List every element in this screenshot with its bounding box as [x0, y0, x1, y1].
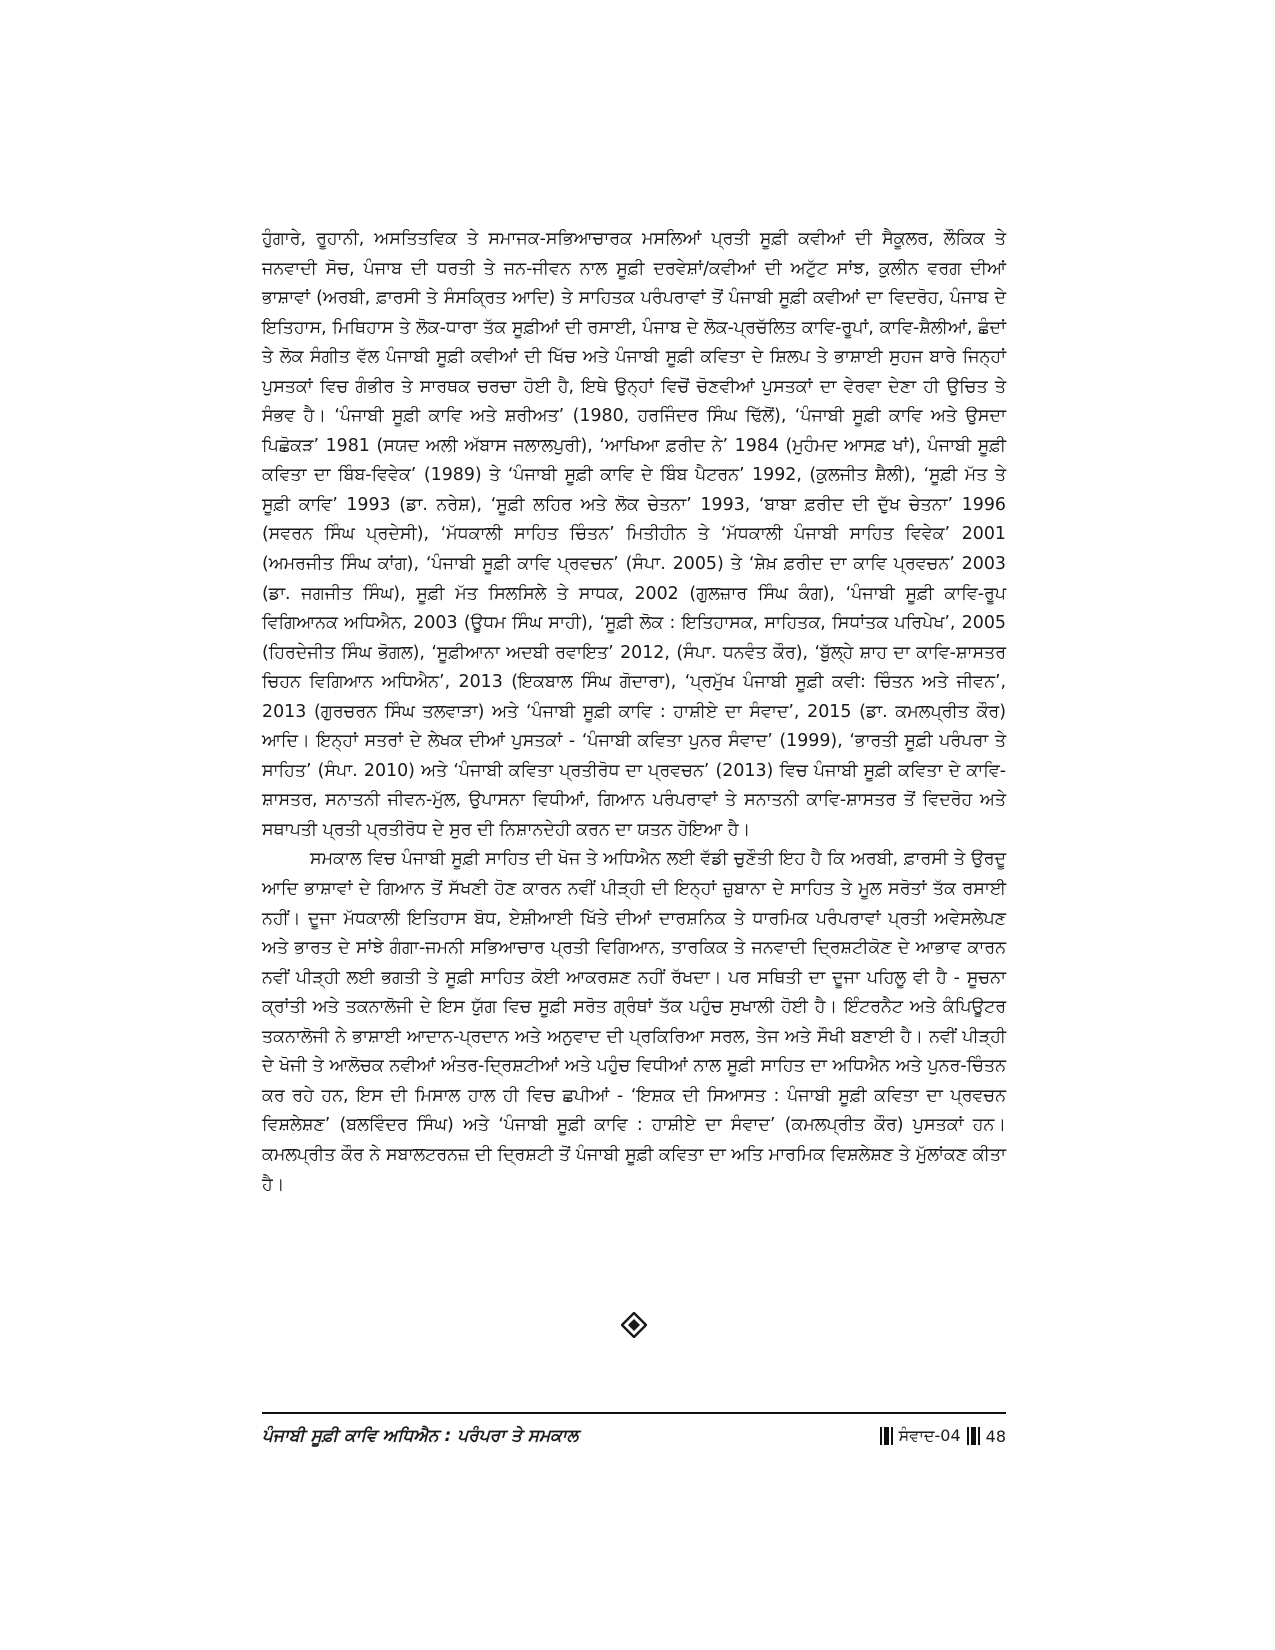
bars-icon: [967, 1427, 980, 1445]
footer-rule: [262, 1412, 1006, 1414]
footer-issue-page: [880, 1426, 1006, 1446]
body-text: [262, 225, 1006, 1200]
page-number: 48: [985, 1426, 1006, 1446]
paragraph-2: ਸਮਕਾਲ ਵਿਚ ਪੰਜਾਬੀ ਸੂਫ਼ੀ ਸਾਹਿਤ ਦੀ ਖੋਜ ਤੇ ਅਧਿਐਨ ਲਈ ਵੱਡੀ ਚੁਣੌਤੀ ਇਹ ਹੈ ਕਿ ਅਰਬੀ, ਫ਼ਾਰਸੀ ਤੇ ਉਰਦੂ ਆਦਿ ਭਾਸ਼ਾਵਾਂ ਦੇ ਗਿਆਨ ਤੋਂ ਸੱਖਣੀ ਹੋਣ ਕਾਰਨ ਨਵੀਂ ਪੀੜ੍ਹੀ ਦੀ ਇਨ੍ਹਾਂ ਜ਼ੁਬਾਨਾ ਦੇ ਸਾਹਿਤ ਤੇ ਮੂਲ ਸਰੋਤਾਂ ਤੱਕ ਰਸਾਈ ਨਹੀਂ। ਦੂਜਾ ਮੱਧਕਾਲੀ ਇਤਿਹਾਸ ਬੋਧ, ਏਸ਼ੀਆਈ ਖਿੱਤੇ ਦੀਆਂ ਦਾਰਸ਼ਨਿਕ ਤੇ ਧਾਰਮਿਕ ਪਰੰਪਰਾਵਾਂ ਪ੍ਰਤੀ ਅਵੇਸਲੇਪਣ ਅਤੇ ਭਾਰਤ ਦੇ ਸਾਂਝੇ ਗੰਗਾ-ਜਮਨੀ ਸਭਿਆਚਾਰ ਪ੍ਰਤੀ ਵਿਗਿਆਨ, ਤਾਰਕਿਕ ਤੇ ਜਨਵਾਦੀ ਦ੍ਰਿਸ਼ਟੀਕੋਣ ਦੇ ਆਭਾਵ ਕਾਰਨ ਨਵੀਂ ਪੀੜ੍ਹੀ ਲਈ ਭਗਤੀ ਤੇ ਸੂਫ਼ੀ ਸਾਹਿਤ ਕੋਈ ਆਕਰਸ਼ਣ ਨਹੀਂ ਰੱਖਦਾ। ਪਰ ਸਥਿਤੀ ਦਾ ਦੂਜਾ ਪਹਿਲੂ ਵੀ ਹੈ - ਸੂਚਨਾ ਕ੍ਰਾਂਤੀ ਅਤੇ ਤਕਨਾਲੋਜੀ ਦੇ ਇਸ ਯੁੱਗ ਵਿਚ ਸੂਫ਼ੀ ਸਰੋਤ ਗ੍ਰੰਥਾਂ ਤੱਕ ਪਹੁੰਚ ਸੁਖਾਲੀ ਹੋਈ ਹੈ। ਇੰਟਰਨੈਟ ਅਤੇ ਕੰਪਿਊਟਰ ਤਕਨਾਲੋਜੀ ਨੇ ਭਾਸ਼ਾਈ ਆਦਾਨ-ਪ੍ਰਦਾਨ ਅਤੇ ਅਨੁਵਾਦ ਦੀ ਪ੍ਰਕਿਰਿਆ ਸਰਲ, ਤੇਜ ਅਤੇ ਸੌਖੀ ਬਣਾਈ ਹੈ। ਨਵੀਂ ਪੀੜ੍ਹੀ ਦੇ ਖੋਜੀ ਤੇ ਆਲੋਚਕ ਨਵੀਆਂ ਅੰਤਰ-ਦ੍ਰਿਸ਼ਟੀਆਂ ਅਤੇ ਪਹੁੰਚ ਵਿਧੀਆਂ ਨਾਲ ਸੂਫ਼ੀ ਸਾਹਿਤ ਦਾ ਅਧਿਐਨ ਅਤੇ ਪੁਨਰ-ਚਿੰਤਨ ਕਰ ਰਹੇ ਹਨ, ਇਸ ਦੀ ਮਿਸਾਲ ਹਾਲ ਹੀ ਵਿਚ ਛਪੀਆਂ - ‘ਇਸ਼ਕ ਦੀ ਸਿਆਸਤ : ਪੰਜਾਬੀ ਸੂਫ਼ੀ ਕਵਿਤਾ ਦਾ ਪ੍ਰਵਚਨ ਵਿਸ਼ਲੇਸ਼ਣ’ (ਬਲਵਿੰਦਰ ਸਿੰਘ) ਅਤੇ ‘ਪੰਜਾਬੀ ਸੂਫ਼ੀ ਕਾਵਿ : ਹਾਸ਼ੀਏ ਦਾ ਸੰਵਾਦ’ (ਕਮਲਪ੍ਰੀਤ ਕੌਰ) ਪੁਸਤਕਾਂ ਹਨ। ਕਮਲਪ੍ਰੀਤ ਕੌਰ ਨੇ ਸਬਾਲਟਰਨਜ਼ ਦੀ ਦ੍ਰਿਸ਼ਟੀ ਤੋਂ ਪੰਜਾਬੀ ਸੂਫ਼ੀ ਕਵਿਤਾ ਦਾ ਅਤਿ ਮਾਰਮਿਕ ਵਿਸ਼ਲੇਸ਼ਣ ਤੇ ਮੁੱਲਾਂਕਣ ਕੀਤਾ ਹੈ।: [262, 849, 1006, 1195]
paragraph-1: ਹੁੰਗਾਰੇ, ਰੂਹਾਨੀ, ਅਸਤਿਤਵਿਕ ਤੇ ਸਮਾਜਕ-ਸਭਿਆਚਾਰਕ ਮਸਲਿਆਂ ਪ੍ਰਤੀ ਸੂਫ਼ੀ ਕਵੀਆਂ ਦੀ ਸੈਕੂਲਰ, ਲੌਕਿਕ ਤੇ ਜਨਵਾਦੀ ਸੋਚ, ਪੰਜਾਬ ਦੀ ਧਰਤੀ ਤੇ ਜਨ-ਜੀਵਨ ਨਾਲ ਸੂਫ਼ੀ ਦਰਵੇਸ਼ਾਂ/ਕਵੀਆਂ ਦੀ ਅਟੁੱਟ ਸਾਂਝ, ਕੁਲੀਨ ਵਰਗ ਦੀਆਂ ਭਾਸ਼ਾਵਾਂ (ਅਰਬੀ, ਫ਼ਾਰਸੀ ਤੇ ਸੰਸਕ੍ਰਿਤ ਆਦਿ) ਤੇ ਸਾਹਿਤਕ ਪਰੰਪਰਾਵਾਂ ਤੋਂ ਪੰਜਾਬੀ ਸੂਫ਼ੀ ਕਵੀਆਂ ਦਾ ਵਿਦਰੋਹ, ਪੰਜਾਬ ਦੇ ਇਤਿਹਾਸ, ਮਿਥਿਹਾਸ ਤੇ ਲੋਕ-ਧਾਰਾ ਤੱਕ ਸੂਫ਼ੀਆਂ ਦੀ ਰਸਾਈ, ਪੰਜਾਬ ਦੇ ਲੋਕ-ਪ੍ਰਚੱਲਿਤ ਕਾਵਿ-ਰੂਪਾਂ, ਕਾਵਿ-ਸ਼ੈਲੀਆਂ, ਛੰਦਾਂ ਤੇ ਲੋਕ ਸੰਗੀਤ ਵੱਲ ਪੰਜਾਬੀ ਸੂਫ਼ੀ ਕਵੀਆਂ ਦੀ ਖਿੱਚ ਅਤੇ ਪੰਜਾਬੀ ਸੂਫ਼ੀ ਕਵਿਤਾ ਦੇ ਸ਼ਿਲਪ ਤੇ ਭਾਸ਼ਾਈ ਸੁਹਜ ਬਾਰੇ ਜਿਨ੍ਹਾਂ ਪੁਸਤਕਾਂ ਵਿਚ ਗੰਭੀਰ ਤੇ ਸਾਰਥਕ ਚਰਚਾ ਹੋਈ ਹੈ, ਇਥੇ ਉਨ੍ਹਾਂ ਵਿਚੋਂ ਚੋਣਵੀਆਂ ਪੁਸਤਕਾਂ ਦਾ ਵੇਰਵਾ ਦੇਣਾ ਹੀ ਉਚਿਤ ਤੇ ਸੰਭਵ ਹੈ। ‘ਪੰਜਾਬੀ ਸੂਫ਼ੀ ਕਾਵਿ ਅਤੇ ਸ਼ਰੀਅਤ’ (1980, ਹਰਜਿੰਦਰ ਸਿੰਘ ਢਿੱਲੋਂ), ‘ਪੰਜਾਬੀ ਸੂਫ਼ੀ ਕਾਵਿ ਅਤੇ ਉਸਦਾ ਪਿਛੋਕੜ’ 1981 (ਸਯਦ ਅਲੀ ਅੱਬਾਸ ਜਲਾਲਪੁਰੀ), ‘ਆਖਿਆ ਫ਼ਰੀਦ ਨੇ’ 1984 (ਮੁਹੰਮਦ ਆਸਫ਼ ਖਾਂ), ਪੰਜਾਬੀ ਸੂਫ਼ੀ ਕਵਿਤਾ ਦਾ ਬਿੰਬ-ਵਿਵੇਕ’ (1989) ਤੇ ‘ਪੰਜਾਬੀ ਸੂਫ਼ੀ ਕਾਵਿ ਦੇ ਬਿੰਬ ਪੈਟਰਨ’ 1992, (ਕੁਲਜੀਤ ਸ਼ੈਲੀ), ‘ਸੂਫ਼ੀ ਮੱਤ ਤੇ ਸੂਫ਼ੀ ਕਾਵਿ’ 1993 (ਡਾ. ਨਰੇਸ਼), ‘ਸੂਫ਼ੀ ਲਹਿਰ ਅਤੇ ਲੋਕ ਚੇਤਨਾ’ 1993, ‘ਬਾਬਾ ਫ਼ਰੀਦ ਦੀ ਦੁੱਖ ਚੇਤਨਾ’ 1996 (ਸਵਰਨ ਸਿੰਘ ਪ੍ਰਦੇਸੀ), ‘ਮੱਧਕਾਲੀ ਸਾਹਿਤ ਚਿੰਤਨ’ ਮਿਤੀਹੀਨ ਤੇ ‘ਮੱਧਕਾਲੀ ਪੰਜਾਬੀ ਸਾਹਿਤ ਵਿਵੇਕ’ 2001 (ਅਮਰਜੀਤ ਸਿੰਘ ਕਾਂਗ), ‘ਪੰਜਾਬੀ ਸੂਫ਼ੀ ਕਾਵਿ ਪ੍ਰਵਚਨ’ (ਸੰਪਾ. 2005) ਤੇ ‘ਸ਼ੇਖ਼ ਫ਼ਰੀਦ ਦਾ ਕਾਵਿ ਪ੍ਰਵਚਨ’ 2003 (ਡਾ. ਜਗਜੀਤ ਸਿੰਘ), ਸੂਫ਼ੀ ਮੱਤ ਸਿਲਸਿਲੇ ਤੇ ਸਾਧਕ, 2002 (ਗੁਲਜ਼ਾਰ ਸਿੰਘ ਕੰਗ), ‘ਪੰਜਾਬੀ ਸੂਫ਼ੀ ਕਾਵਿ-ਰੂਪ ਵਿਗਿਆਨਕ ਅਧਿਐਨ, 2003 (ਊਧਮ ਸਿੰਘ ਸਾਹੀ), ‘ਸੂਫ਼ੀ ਲੋਕ : ਇਤਿਹਾਸਕ, ਸਾਹਿਤਕ, ਸਿਧਾਂਤਕ ਪਰਿਪੇਖ’, 2005 (ਹਿਰਦੇਜੀਤ ਸਿੰਘ ਭੋਗਲ), ‘ਸੂਫ਼ੀਆਨਾ ਅਦਬੀ ਰਵਾਇਤ’ 2012, (ਸੰਪਾ. ਧਨਵੰਤ ਕੌਰ), ‘ਬੁੱਲ੍ਹੇ ਸ਼ਾਹ ਦਾ ਕਾਵਿ-ਸ਼ਾਸਤਰ ਚਿਹਨ ਵਿਗਿਆਨ ਅਧਿਐਨ’, 2013 (ਇਕਬਾਲ ਸਿੰਘ ਗੋਦਾਰਾ), ‘ਪ੍ਰਮੁੱਖ ਪੰਜਾਬੀ ਸੂਫ਼ੀ ਕਵੀ: ਚਿੰਤਨ ਅਤੇ ਜੀਵਨ’, 2013 (ਗੁਰਚਰਨ ਸਿੰਘ ਤਲਵਾੜਾ) ਅਤੇ ‘ਪੰਜਾਬੀ ਸੂਫ਼ੀ ਕਾਵਿ : ਹਾਸ਼ੀਏ ਦਾ ਸੰਵਾਦ’, 2015 (ਡਾ. ਕਮਲਪ੍ਰੀਤ ਕੌਰ) ਆਦਿ। ਇਨ੍ਹਾਂ ਸਤਰਾਂ ਦੇ ਲੇਖਕ ਦੀਆਂ ਪੁਸਤਕਾਂ - ‘ਪੰਜਾਬੀ ਕਵਿਤਾ ਪੁਨਰ ਸੰਵਾਦ’ (1999), ‘ਭਾਰਤੀ ਸੂਫ਼ੀ ਪਰੰਪਰਾ ਤੇ ਸਾਹਿਤ’ (ਸੰਪਾ. 2010) ਅਤੇ ‘ਪੰਜਾਬੀ ਕਵਿਤਾ ਪ੍ਰਤੀਰੋਧ ਦਾ ਪ੍ਰਵਚਨ’ (2013) ਵਿਚ ਪੰਜਾਬੀ ਸੂਫ਼ੀ ਕਵਿਤਾ ਦੇ ਕਾਵਿ-ਸ਼ਾਸਤਰ, ਸਨਾਤਨੀ ਜੀਵਨ-ਮੁੱਲ, ਉਪਾਸਨਾ ਵਿਧੀਆਂ, ਗਿਆਨ ਪਰੰਪਰਾਵਾਂ ਤੇ ਸਨਾਤਨੀ ਕਾਵਿ-ਸ਼ਾਸਤਰ ਤੋਂ ਵਿਦਰੋਹ ਅਤੇ ਸਥਾਪਤੀ ਪ੍ਰਤੀ ਪ੍ਰਤੀਰੋਧ ਦੇ ਸੁਰ ਦੀ ਨਿਸ਼ਾਨਦੇਹੀ ਕਰਨ ਦਾ ਯਤਨ ਹੋਇਆ ਹੈ।: [262, 229, 1006, 840]
bars-icon: [880, 1427, 893, 1445]
issue-label: ਸੰਵਾਦ-04: [898, 1426, 961, 1445]
footer-book-title: ਪੰਜਾਬੀ ਸੂਫ਼ੀ ਕਾਵਿ ਅਧਿਐਨ : ਪਰੰਪਰਾ ਤੇ ਸਮਕਾਲ: [262, 1426, 579, 1446]
diamond-ornament-icon: [621, 1312, 647, 1338]
